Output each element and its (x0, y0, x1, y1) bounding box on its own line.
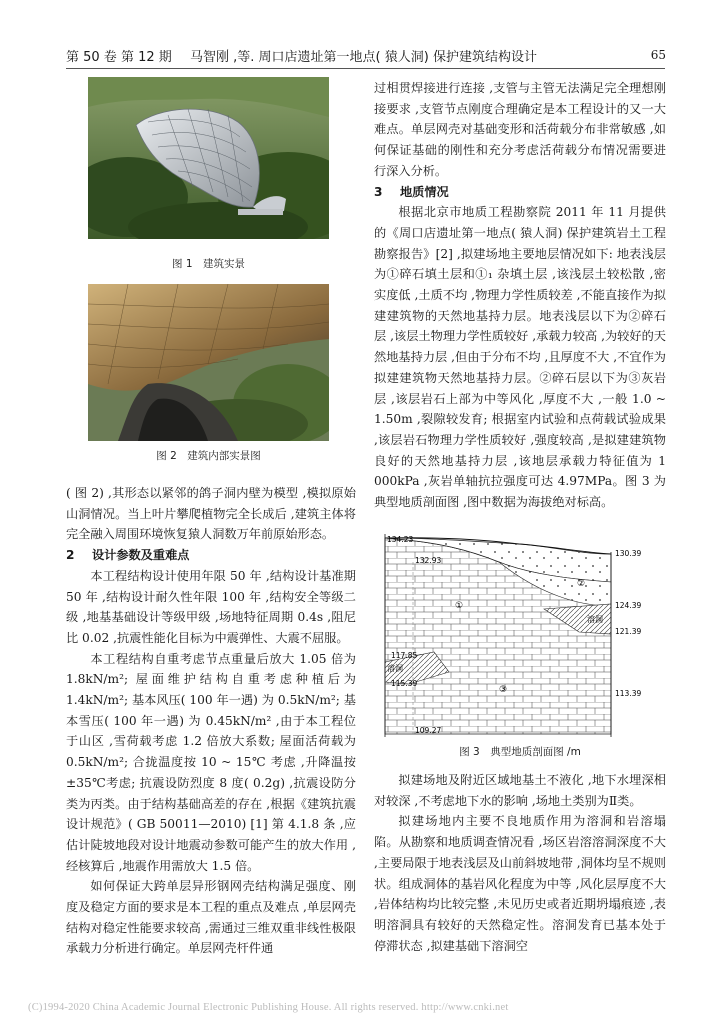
section-title: 地质情况 (400, 184, 449, 199)
elevation-label: 130.39 (615, 549, 642, 558)
figure-1-building-photo (88, 77, 329, 239)
paragraph-loads: 本工程结构自重考虑节点重量后放大 1.05 倍为 1.8kN/m²; 屋面维护结构自重考虑种植后为 1.4kN/m²; 基本风压( 100 年一遇) 为 0.5kN/m²; 基本雪压( 100 年一遇) 为 0.45kN/m² ,由于本工程位于山区 ,雪荷载考虑 1.2 倍放大系数; 屋面活荷载为 0.5kN/m²; 合拢温度按 10 ~ 15℃ 考虑 ,升降温按 ±35℃考虑; 抗震设防烈度 8 度( 0.2g) ,抗震设防分类为丙类。由于结构基础高差的存在 ,根据《建筑抗震设计规范》( GB 50011—2010) [1] 第 4.1.8 条 ,应估计陡坡地段对设计地震动参数可能产生的放大作用 ,经核算后 ,地震作用需放大 1.5 倍。 (66, 651, 356, 873)
right-column-top (374, 78, 666, 513)
figure-2-caption: 图 2 建筑内部实景图 (156, 450, 261, 462)
left-column (66, 483, 356, 959)
section-heading-2 (66, 545, 356, 566)
figure-3-caption: 图 3 典型地质剖面图 /m (459, 746, 581, 758)
page-number: 65 (650, 48, 666, 62)
paragraph-difficulties: 如何保证大跨单层异形钢网壳结构满足强度、刚度及稳定方面的要求是本工程的重点及难点 ,单层网壳结构对稳定性能要求较高 ,需通过三维双重非线性极限承载力分析进行确定。单层网壳杆件通 (66, 879, 356, 956)
header-rule (66, 68, 665, 69)
running-header (66, 46, 666, 64)
paragraph-groundwater: 拟建场地及附近区域地基土不液化 ,地下水埋深相对较深 ,不考虑地下水的影响 ,场地土类别为Ⅱ类。 (374, 773, 666, 808)
layer-label-3: ③ (499, 685, 508, 695)
section-number: 2 (66, 548, 75, 563)
layer-label-2: ② (577, 579, 586, 589)
figure-2-interior-photo (88, 284, 329, 441)
journal-volume: 第 50 卷 第 12 期 (66, 50, 172, 65)
elevation-label: 113.39 (615, 689, 642, 698)
elevation-label: 115.39 (391, 679, 418, 688)
figure-3-geological-profile (379, 534, 661, 737)
layer-label-1: ① (455, 601, 464, 611)
elevation-label: 121.39 (615, 627, 642, 636)
section-heading-3 (374, 182, 666, 203)
running-title: 马智刚 ,等. 周口店遗址第一地点( 猿人洞) 保护建筑结构设计 (190, 50, 537, 65)
cave-label-left: 溶洞 (387, 664, 403, 673)
cave-label-right: 溶洞 (587, 615, 603, 624)
copyright-footer: (C)1994-2020 China Academic Journal Electronic Publishing House. All rights reserved. http://www.cnki.net (28, 1002, 509, 1013)
elevation-label: 134.23 (387, 535, 414, 544)
paragraph-karst: 拟建场地内主要不良地质作用为溶洞和岩溶塌陷。从勘察和地质调查情况看 ,场区岩溶溶洞深度不大 ,主要局限于地表浅层及山前斜坡地带 ,洞体均呈不规则状。组成洞体的基岩风化程度为中等 ,风化层厚度不大 ,岩体结构均比较完整 ,未见历史或者近期坍塌痕迹 ,表明溶洞具有较好的天然稳定性。溶洞发育已基本处于停滞状态 ,拟建基础下溶洞空 (374, 814, 666, 953)
figure-1-caption: 图 1 建筑实景 (171, 258, 246, 270)
elevation-label: 124.39 (615, 601, 642, 610)
section-title: 设计参数及重难点 (92, 548, 190, 563)
paragraph-design-params: 本工程结构设计使用年限 50 年 ,结构设计基准期 50 年 ,结构设计耐久性年限 100 年 ,结构安全等级二级 ,地基基础设计等级甲级 ,场地特征周期 0.4s ,阻尼比 0.02 ,抗震性能化目标为中震弹性、大震不屈服。 (66, 568, 356, 645)
paragraph-joint-continuation: 过相贯焊接进行连接 ,支管与主管无法满足完全理想刚接要求 ,支管节点刚度合理确定是本工程设计的又一大难点。单层网壳对基础变形和活荷载分布非常敏感 ,如何保证基础的刚性和充分考虑活荷载分布情况需要进行深入分析。 (374, 81, 666, 178)
paragraph-fig2-continuation: ( 图 2) ,其形态以紧邻的鸽子洞内壁为模型 ,模拟原始山洞情况。当上叶片攀爬植物完全长成后 ,建筑主体将完全融入周围环境恢复猿人洞数万年前原始形态。 (66, 486, 356, 542)
paragraph-geology: 根据北京市地质工程勘察院 2011 年 11 月提供的《周口店遗址第一地点( 猿人洞) 保护建筑岩土工程勘察报告》[2] ,拟建场地主要地层情况如下: 地表浅层为①碎石填土层和①₁ 杂填土层 ,该浅层土较松散 ,密实度低 ,土质不均 ,物理力学性质较差 ,不能直接作为拟建建筑物的天然地基持力层。地表浅层以下为②碎石层 ,该层土物理力学性质较好 ,承载力较高 ,为较好的天然地基持力层 ,但由于分布不均 ,且厚度不大 ,不宜作为拟建建筑物天然地基持力层。②碎石层以下为③灰岩层 ,该层岩石上部为中等风化 ,厚度不大 ,一般 1.0 ~ 1.50m ,裂隙较发育; 根据室内试验和点荷载试验成果 ,该层岩石物理力学性质较好 ,强度较高 ,是拟建建筑物良好的天然地基持力层 ,该地层承载力特征值为 1 000kPa ,灰岩单轴抗拉强度可达 4.97MPa。图 3 为典型地质剖面图 ,图中数据为海拔绝对标高。 (374, 205, 666, 510)
elevation-label: 117.85 (391, 651, 418, 660)
right-column-bottom (374, 770, 666, 956)
section-number: 3 (374, 184, 383, 199)
elevation-label: 132.93 (415, 556, 442, 565)
elevation-label: 109.27 (415, 726, 442, 735)
